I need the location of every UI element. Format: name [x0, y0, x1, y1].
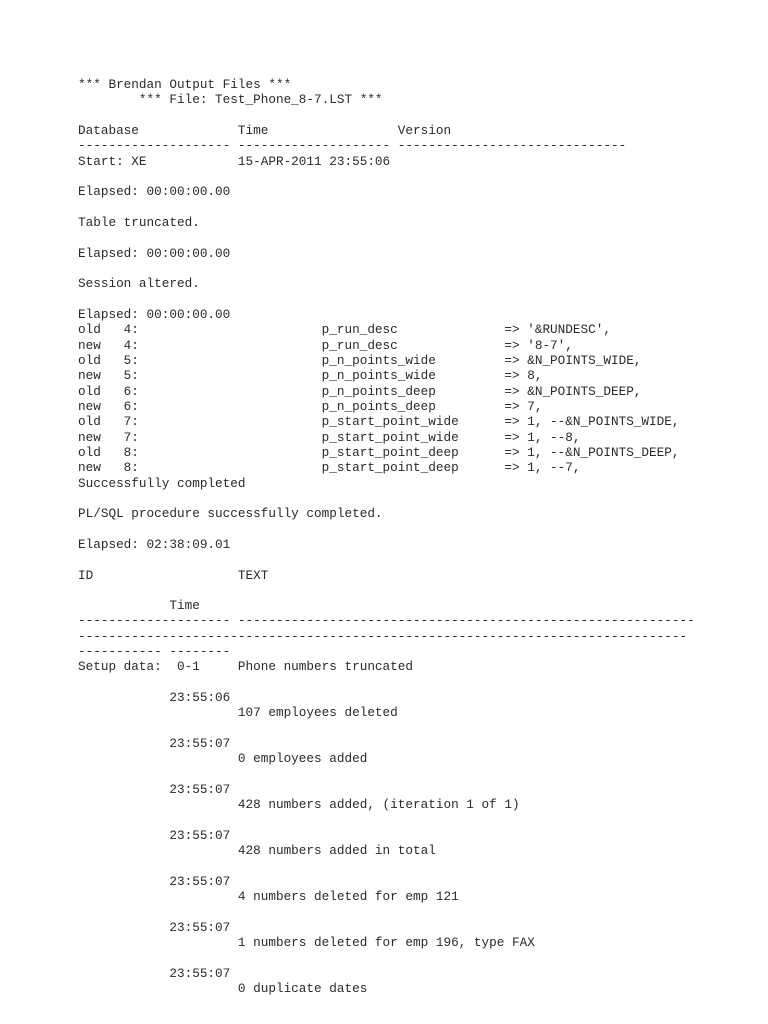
text-line: 107 employees deleted — [78, 705, 398, 721]
text-line — [78, 675, 758, 690]
text-line: new 5: p_n_points_wide => 8, — [78, 368, 543, 384]
text-line — [78, 583, 758, 598]
text-line — [78, 292, 758, 307]
text-line: old 4: p_run_desc => '&RUNDESC', — [78, 322, 611, 338]
text-line: Successfully completed — [78, 475, 246, 491]
text-line: old 7: p_start_point_wide => 1, --&N_POINTS_WIDE, — [78, 414, 680, 430]
text-line — [78, 767, 758, 782]
text-line: 23:55:07 — [78, 874, 231, 890]
text-line: ----------- -------- — [78, 644, 231, 660]
text-line: new 7: p_start_point_wide => 1, --8, — [78, 429, 581, 445]
text-line: 1 numbers deleted for emp 196, type FAX — [78, 935, 535, 951]
text-line — [78, 721, 758, 736]
text-line: 4 numbers deleted for emp 121 — [78, 889, 459, 905]
text-line — [78, 230, 758, 245]
text-line: Time — [78, 598, 200, 614]
text-line: new 8: p_start_point_deep => 1, --7, — [78, 460, 581, 476]
text-line: 23:55:07 — [78, 736, 231, 752]
text-line: Database Time Version — [78, 122, 452, 138]
text-line: PL/SQL procedure successfully completed. — [78, 506, 383, 522]
document-page — [78, 77, 758, 997]
text-line: 23:55:07 — [78, 920, 231, 936]
text-line: 0 employees added — [78, 751, 368, 767]
text-line: *** File: Test_Phone_8-7.LST *** — [78, 92, 383, 108]
text-line: -------------------- -------------------- ------------------------------ — [78, 138, 627, 154]
text-line: *** Brendan Output Files *** — [78, 77, 292, 92]
text-line: 23:55:06 — [78, 690, 231, 706]
text-line: 0 duplicate dates — [78, 981, 368, 997]
text-line: 23:55:07 — [78, 966, 231, 982]
text-line — [78, 200, 758, 215]
text-line: Elapsed: 00:00:00.00 — [78, 306, 231, 322]
text-line: new 6: p_n_points_deep => 7, — [78, 398, 543, 414]
text-line: 428 numbers added in total — [78, 843, 436, 859]
text-line — [78, 522, 758, 537]
text-line: Elapsed: 00:00:00.00 — [78, 245, 231, 261]
text-line: Elapsed: 02:38:09.01 — [78, 536, 231, 552]
text-line: -------------------- ------------------------------------------------------------ — [78, 613, 695, 629]
text-line: old 6: p_n_points_deep => &N_POINTS_DEEP, — [78, 383, 642, 399]
text-line: Table truncated. — [78, 214, 200, 230]
text-line — [78, 491, 758, 506]
text-line: Elapsed: 00:00:00.00 — [78, 184, 231, 200]
text-line: new 4: p_run_desc => '8-7', — [78, 337, 573, 353]
text-line: Start: XE 15-APR-2011 23:55:06 — [78, 153, 391, 169]
text-line — [78, 905, 758, 920]
text-line — [78, 951, 758, 966]
text-line: Setup data: 0-1 Phone numbers truncated — [78, 659, 414, 675]
text-line — [78, 169, 758, 184]
text-line — [78, 859, 758, 874]
text-line: old 5: p_n_points_wide => &N_POINTS_WIDE, — [78, 352, 642, 368]
text-line: Session altered. — [78, 276, 200, 292]
text-line — [78, 552, 758, 567]
text-line: 428 numbers added, (iteration 1 of 1) — [78, 797, 520, 813]
text-line — [78, 108, 758, 123]
text-line — [78, 813, 758, 828]
text-line: ID TEXT — [78, 567, 269, 583]
text-line: old 8: p_start_point_deep => 1, --&N_POINTS_DEEP, — [78, 444, 680, 460]
text-line — [78, 261, 758, 276]
text-line: 23:55:07 — [78, 782, 231, 798]
text-line: -------------------------------------------------------------------------------- — [78, 628, 688, 644]
text-line: 23:55:07 — [78, 828, 231, 844]
